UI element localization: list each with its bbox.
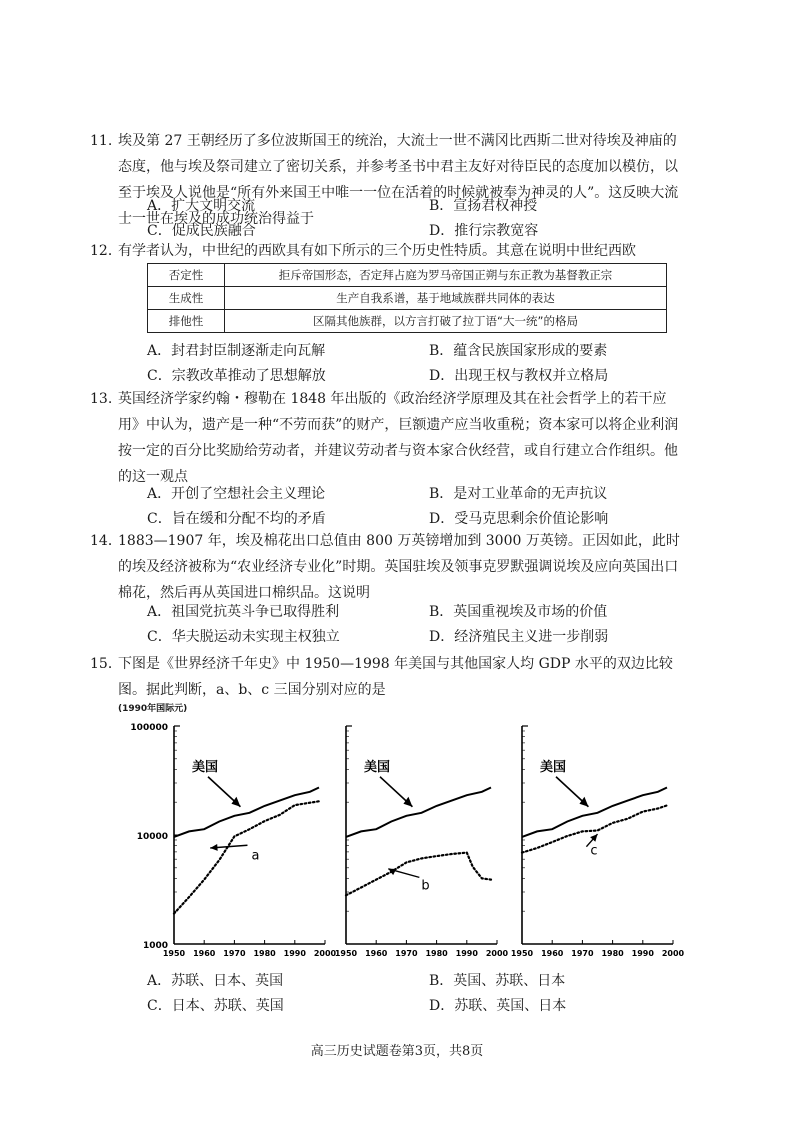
- table-cell-value: 生产自我系谱，基于地域族群共同体的表达: [225, 287, 667, 310]
- arrowhead-b: [388, 869, 396, 875]
- chart-unit-label: (1990年国际元): [118, 704, 188, 714]
- x-tick-label: 2000: [661, 949, 685, 958]
- table-cell-key: 生成性: [148, 287, 225, 310]
- series-line-b: [346, 853, 491, 896]
- option-a[interactable]: A．苏联、日本、英国: [147, 973, 284, 989]
- option-b[interactable]: B．英国重视埃及市场的价值: [429, 604, 608, 620]
- arrowhead-usa: [403, 797, 412, 807]
- x-tick-label: 1970: [395, 949, 418, 958]
- option-c[interactable]: C．宗教改革推动了思想解放: [147, 368, 326, 384]
- option-a[interactable]: A．开创了空想社会主义理论: [147, 486, 326, 502]
- y-tick-label: 10000: [136, 832, 168, 842]
- question-number: 15．: [90, 656, 122, 672]
- x-tick-label: 1990: [283, 949, 306, 958]
- option-d[interactable]: D．推行宗教宽容: [429, 223, 539, 239]
- x-tick-label: 1960: [193, 949, 216, 958]
- series-line-usa: [346, 788, 491, 837]
- x-tick-label: 1950: [334, 949, 358, 958]
- table-row: [148, 287, 667, 310]
- x-tick-label: 1980: [425, 949, 448, 958]
- question-12: [90, 238, 680, 264]
- series-label-a: a: [251, 848, 260, 864]
- option-c[interactable]: C．华夫脱运动未实现主权独立: [147, 629, 340, 645]
- question-stem: 有学者认为，中世纪的西欧具有如下所示的三个历史性特质。其意在说明中世纪西欧: [118, 243, 636, 259]
- question-14: [90, 528, 680, 606]
- question-number: 14．: [90, 533, 122, 549]
- x-tick-label: 1970: [223, 949, 246, 958]
- x-tick-label: 1980: [253, 949, 276, 958]
- option-d[interactable]: D．经济殖民主义进一步削弱: [429, 629, 609, 645]
- table-row: [148, 264, 667, 287]
- arrowhead-usa: [579, 797, 588, 807]
- x-tick-label: 1990: [455, 949, 478, 958]
- x-tick-label: 1980: [601, 949, 624, 958]
- traits-table: [147, 263, 667, 333]
- x-tick-label: 1950: [510, 949, 534, 958]
- series-line-a: [174, 801, 319, 913]
- x-tick-label: 1960: [541, 949, 564, 958]
- option-a[interactable]: A．祖国党抗英斗争已取得胜利: [147, 604, 340, 620]
- gdp-comparison-chart: [0, 700, 794, 970]
- question-15: [90, 651, 680, 703]
- option-b[interactable]: B．是对工业革命的无声抗议: [429, 486, 608, 502]
- x-tick-label: 2000: [485, 949, 509, 958]
- option-d[interactable]: D．出现王权与教权并立格局: [429, 368, 609, 384]
- table-cell-key: 否定性: [148, 264, 225, 287]
- question-stem: 英国经济学家约翰・穆勒在 1848 年出版的《政治经济学原理及其在社会哲学上的若干应用》中认为，遗产是一种“不劳而获”的财产，巨额遗产应当收重税；资本家可以将企业利润按一定的百分比奖励给劳动者，并建议劳动者与资本家合伙经营，或自行建立合作组织。他的这一观点: [118, 391, 679, 485]
- x-tick-label: 1970: [571, 949, 594, 958]
- series-label-usa: 美国: [540, 759, 567, 775]
- x-tick-label: 1950: [162, 949, 186, 958]
- option-c[interactable]: C．旨在缓和分配不均的矛盾: [147, 511, 326, 527]
- question-stem: 埃及第 27 王朝经历了多位波斯国王的统治，大流士一世不满冈比西斯二世对待埃及神庙的态度，他与埃及祭司建立了密切关系，并参考圣书中君主友好对待臣民的态度加以模仿，以至于埃及人说他是“所有外来国王中唯一一位在活着的时候就被奉为神灵的人”。这反映大流士一世在埃及的成功统治得益于: [118, 133, 679, 227]
- option-d[interactable]: D．受马克思剩余价值论影响: [429, 511, 609, 527]
- question-stem: 1883—1907 年，埃及棉花出口总值由 800 万英镑增加到 3000 万英镑。正因如此，此时的埃及经济被称为“农业经济专业化”时期。英国驻埃及领事克罗默强调说埃及应向英国出口棉花，然后再从英国进口棉织品。这说明: [118, 533, 680, 601]
- option-c[interactable]: C．促成民族融合: [147, 223, 256, 239]
- series-label-usa: 美国: [192, 759, 219, 775]
- arrowhead-usa: [231, 797, 240, 807]
- series-label-b: b: [421, 878, 430, 894]
- table-cell-value: 拒斥帝国形态，否定拜占庭为罗马帝国正朔与东正教为基督教正宗: [225, 264, 667, 287]
- question-13: [90, 386, 680, 490]
- option-b[interactable]: B．英国、苏联、日本: [429, 973, 566, 989]
- series-label-usa: 美国: [364, 759, 391, 775]
- question-number: 12．: [90, 243, 122, 259]
- table-cell-value: 区隔其他族群，以方言打破了拉丁语“大一统”的格局: [225, 310, 667, 333]
- series-label-c: c: [590, 843, 598, 859]
- x-tick-label: 2000: [313, 949, 337, 958]
- series-line-usa: [174, 788, 319, 837]
- option-c[interactable]: C．日本、苏联、英国: [147, 998, 284, 1014]
- option-a[interactable]: A．封君封臣制逐渐走向瓦解: [147, 343, 326, 359]
- x-tick-label: 1960: [365, 949, 388, 958]
- x-tick-label: 1990: [631, 949, 654, 958]
- question-stem: 下图是《世界经济千年史》中 1950—1998 年美国与其他国家人均 GDP 水平的双边比较图。据此判断，a、b、c 三国分别对应的是: [118, 656, 673, 698]
- option-b[interactable]: B．蕴含民族国家形成的要素: [429, 343, 608, 359]
- option-b[interactable]: B．宣扬君权神授: [429, 198, 538, 214]
- page-footer: 高三历史试题卷第3页，共8页: [310, 1044, 484, 1059]
- arrowhead-a: [210, 844, 217, 851]
- option-a[interactable]: A．扩大文明交流: [147, 198, 256, 214]
- y-tick-label: 1000: [142, 941, 168, 951]
- table-row: [148, 310, 667, 333]
- question-number: 13.: [90, 391, 113, 407]
- table-cell-key: 排他性: [148, 310, 225, 333]
- y-tick-label: 100000: [130, 723, 168, 733]
- option-d[interactable]: D．苏联、英国、日本: [429, 998, 567, 1014]
- question-number: 11.: [90, 133, 113, 149]
